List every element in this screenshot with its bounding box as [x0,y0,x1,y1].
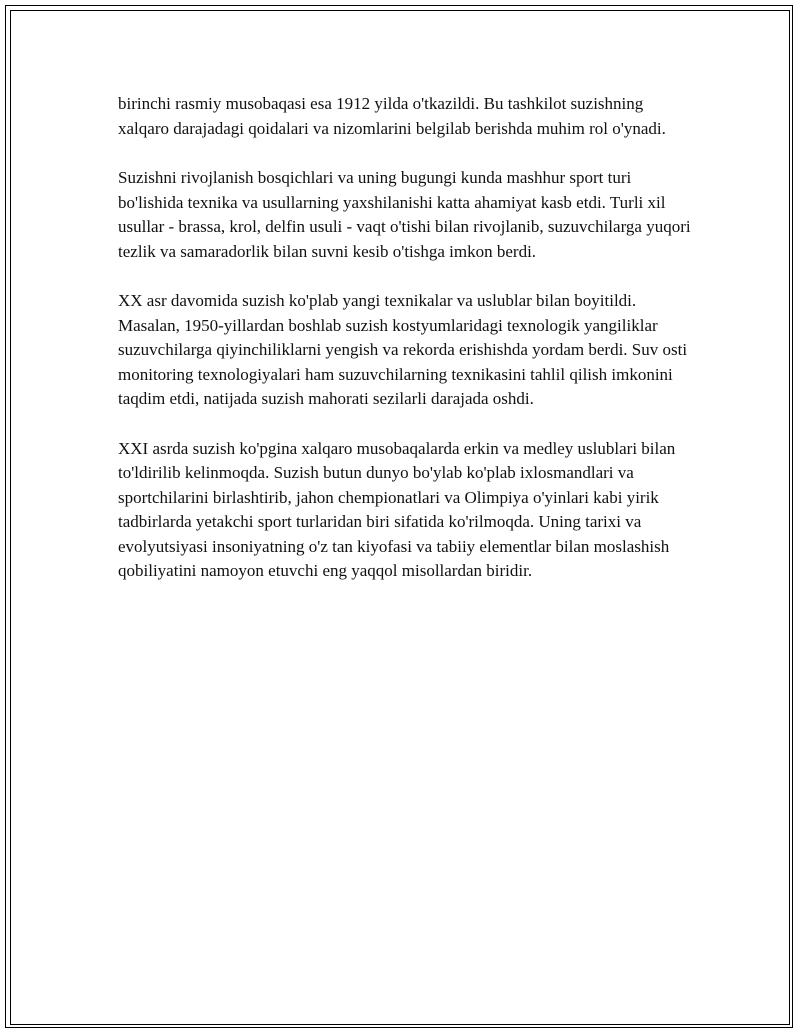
document-body [118,92,693,609]
paragraph: XX asr davomida suzish ko'plab yangi texnikalar va uslublar bilan boyitildi. Masalan, 1950-yillardan boshlab suzish kostyumlaridagi texnologik yangiliklar suzuvchilarga qiyinchiliklarni yengish va rekorda erishishda yordam berdi. Suv osti monitoring texnologiyalari ham suzuvchilarning texnikasini tahlil qilish imkonini taqdim etdi, natijada suzish mahorati sezilarli darajada oshdi. [118,291,688,408]
paragraph: birinchi rasmiy musobaqasi esa 1912 yilda o'tkazildi. Bu tashkilot suzishning xalqaro darajadagi qoidalari va nizomlarini belgilab berishda muhim rol o'ynadi. [118,94,666,138]
paragraph: Suzishni rivojlanish bosqichlari va uning bugungi kunda mashhur sport turi bo'lishida texnika va usullarning yaxshilanishi katta ahamiyat kasb etdi. Turli xil usullar - brassa, krol, delfin usuli - vaqt o'tishi bilan rivojlanib, suzuvchilarga yuqori tezlik va samaradorlik bilan suvni kesib o'tishga imkon berdi. [118,168,691,261]
paragraph: XXI asrda suzish ko'pgina xalqaro musobaqalarda erkin va medley uslublari bilan to'ldirilib kelinmoqda. Suzish butun dunyo bo'ylab ko'plab ixlosmandlari va sportchilarini birlashtirib, jahon chempionatlari va Olimpiya o'yinlari kabi yirik tadbirlarda yetakchi sport turlaridan biri sifatida ko'rilmoqda. Uning tarixi va evolyutsiyasi insoniyatning o'z tan kiyofasi va tabiiy elementlar bilan moslashish qobiliyatini namoyon etuvchi eng yaqqol misollardan biridir. [118,438,676,580]
